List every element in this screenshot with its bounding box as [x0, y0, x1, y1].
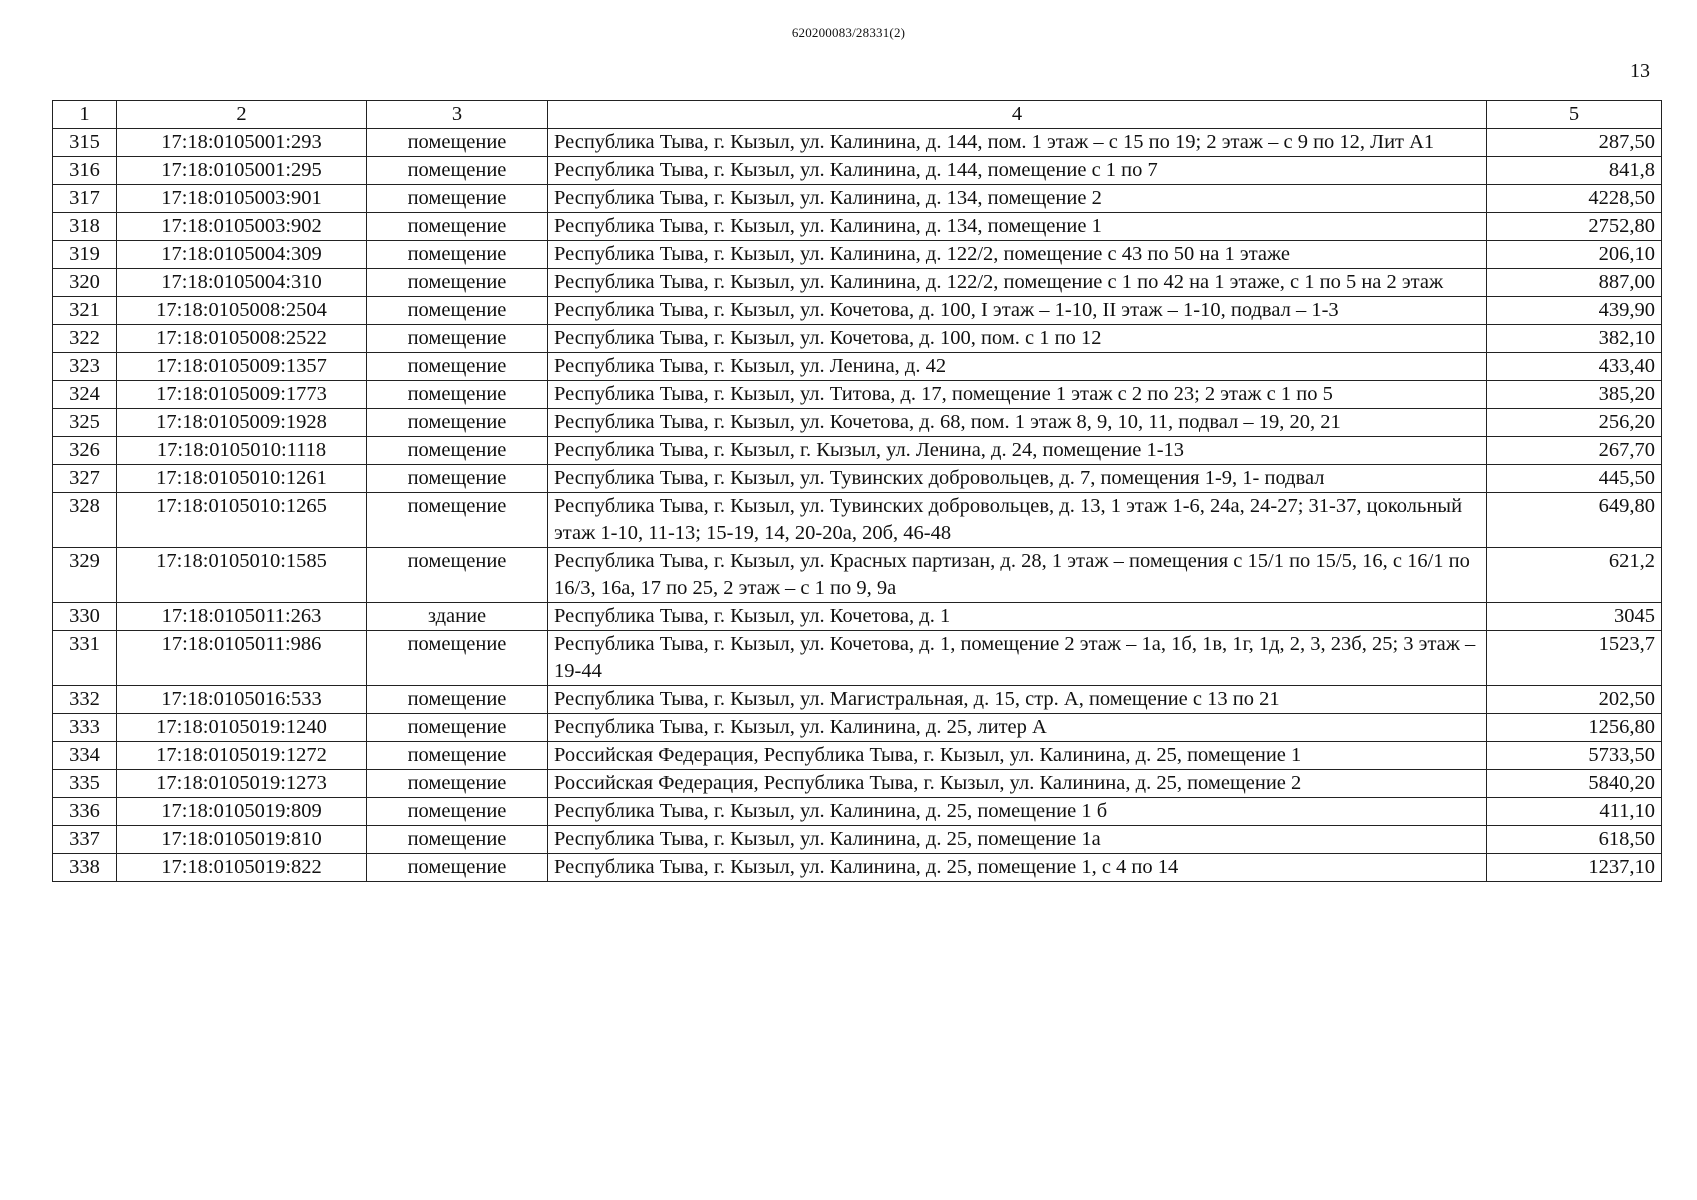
area-cell: 445,50 — [1487, 465, 1662, 493]
cadastral-number-cell: 17:18:0105011:986 — [117, 631, 367, 686]
table-row — [53, 686, 1662, 714]
area-cell: 439,90 — [1487, 297, 1662, 325]
table-header — [53, 101, 1662, 129]
object-type-cell: помещение — [367, 826, 548, 854]
address-cell: Республика Тыва, г. Кызыл, ул. Калинина, д. 134, помещение 2 — [548, 185, 1487, 213]
area-cell: 649,80 — [1487, 493, 1662, 548]
area-cell: 1256,80 — [1487, 714, 1662, 742]
column-header-4: 4 — [548, 101, 1487, 129]
object-type-cell: здание — [367, 603, 548, 631]
address-cell: Республика Тыва, г. Кызыл, ул. Калинина, д. 25, литер А — [548, 714, 1487, 742]
row-number-cell: 326 — [53, 437, 117, 465]
table-row — [53, 854, 1662, 882]
cadastral-number-cell: 17:18:0105004:309 — [117, 241, 367, 269]
row-number-cell: 325 — [53, 409, 117, 437]
cadastral-number-cell: 17:18:0105010:1265 — [117, 493, 367, 548]
object-type-cell: помещение — [367, 241, 548, 269]
row-number-cell: 318 — [53, 213, 117, 241]
object-type-cell: помещение — [367, 157, 548, 185]
object-type-cell: помещение — [367, 381, 548, 409]
object-type-cell: помещение — [367, 742, 548, 770]
cadastral-number-cell: 17:18:0105019:810 — [117, 826, 367, 854]
address-cell: Республика Тыва, г. Кызыл, ул. Титова, д. 17, помещение 1 этаж с 2 по 23; 2 этаж с 1 по 5 — [548, 381, 1487, 409]
object-type-cell: помещение — [367, 798, 548, 826]
area-cell: 1523,7 — [1487, 631, 1662, 686]
cadastral-number-cell: 17:18:0105009:1773 — [117, 381, 367, 409]
object-type-cell: помещение — [367, 297, 548, 325]
row-number-cell: 321 — [53, 297, 117, 325]
area-cell: 385,20 — [1487, 381, 1662, 409]
address-cell: Республика Тыва, г. Кызыл, ул. Кочетова, д. 100, пом. с 1 по 12 — [548, 325, 1487, 353]
area-cell: 411,10 — [1487, 798, 1662, 826]
cadastral-number-cell: 17:18:0105010:1585 — [117, 548, 367, 603]
column-header-5: 5 — [1487, 101, 1662, 129]
area-cell: 5840,20 — [1487, 770, 1662, 798]
table-row — [53, 129, 1662, 157]
area-cell: 382,10 — [1487, 325, 1662, 353]
area-cell: 3045 — [1487, 603, 1662, 631]
address-cell: Республика Тыва, г. Кызыл, ул. Калинина, д. 144, помещение с 1 по 7 — [548, 157, 1487, 185]
document-number: 620200083/28331(2) — [791, 25, 906, 40]
table-row — [53, 269, 1662, 297]
table-row — [53, 409, 1662, 437]
table-row — [53, 548, 1662, 603]
table-row — [53, 770, 1662, 798]
address-cell: Республика Тыва, г. Кызыл, ул. Тувинских добровольцев, д. 7, помещения 1-9, 1- подвал — [548, 465, 1487, 493]
page-number: 13 — [1630, 60, 1650, 82]
table-row — [53, 297, 1662, 325]
address-cell: Республика Тыва, г. Кызыл, ул. Калинина, д. 134, помещение 1 — [548, 213, 1487, 241]
address-cell: Республика Тыва, г. Кызыл, ул. Калинина, д. 25, помещение 1 б — [548, 798, 1487, 826]
object-type-cell: помещение — [367, 686, 548, 714]
object-type-cell: помещение — [367, 854, 548, 882]
table-row — [53, 826, 1662, 854]
row-number-cell: 315 — [53, 129, 117, 157]
row-number-cell: 333 — [53, 714, 117, 742]
address-cell: Республика Тыва, г. Кызыл, ул. Калинина, д. 122/2, помещение с 1 по 42 на 1 этаже, с 1 по 5 на 2 этаж — [548, 269, 1487, 297]
table-row — [53, 603, 1662, 631]
area-cell: 841,8 — [1487, 157, 1662, 185]
cadastral-number-cell: 17:18:0105003:902 — [117, 213, 367, 241]
table-row — [53, 213, 1662, 241]
table-body — [53, 129, 1662, 882]
address-cell: Республика Тыва, г. Кызыл, ул. Ленина, д. 42 — [548, 353, 1487, 381]
cadastral-number-cell: 17:18:0105016:533 — [117, 686, 367, 714]
address-cell: Республика Тыва, г. Кызыл, ул. Калинина, д. 122/2, помещение с 43 по 50 на 1 этаже — [548, 241, 1487, 269]
object-type-cell: помещение — [367, 714, 548, 742]
area-cell: 256,20 — [1487, 409, 1662, 437]
cadastral-number-cell: 17:18:0105011:263 — [117, 603, 367, 631]
row-number-cell: 324 — [53, 381, 117, 409]
object-type-cell: помещение — [367, 465, 548, 493]
object-type-cell: помещение — [367, 437, 548, 465]
row-number-cell: 337 — [53, 826, 117, 854]
table-row — [53, 714, 1662, 742]
row-number-cell: 322 — [53, 325, 117, 353]
property-table — [52, 100, 1662, 882]
table-row — [53, 325, 1662, 353]
table-row — [53, 798, 1662, 826]
area-cell: 433,40 — [1487, 353, 1662, 381]
object-type-cell: помещение — [367, 548, 548, 603]
area-cell: 1237,10 — [1487, 854, 1662, 882]
cadastral-number-cell: 17:18:0105001:295 — [117, 157, 367, 185]
area-cell: 621,2 — [1487, 548, 1662, 603]
row-number-cell: 331 — [53, 631, 117, 686]
address-cell: Республика Тыва, г. Кызыл, ул. Тувинских добровольцев, д. 13, 1 этаж 1-6, 24а, 24-27; 31-37, цокольный этаж 1-10, 11-13; 15-19, 14, 20-20а, 20б, 46-48 — [548, 493, 1487, 548]
table-row — [53, 631, 1662, 686]
address-cell: Республика Тыва, г. Кызыл, г. Кызыл, ул. Ленина, д. 24, помещение 1-13 — [548, 437, 1487, 465]
cadastral-number-cell: 17:18:0105008:2504 — [117, 297, 367, 325]
address-cell: Республика Тыва, г. Кызыл, ул. Кочетова, д. 1, помещение 2 этаж – 1а, 1б, 1в, 1г, 1д, 2, 3, 23б, 25; 3 этаж – 19-44 — [548, 631, 1487, 686]
column-header-3: 3 — [367, 101, 548, 129]
area-cell: 267,70 — [1487, 437, 1662, 465]
table-row — [53, 437, 1662, 465]
cadastral-number-cell: 17:18:0105004:310 — [117, 269, 367, 297]
area-cell: 202,50 — [1487, 686, 1662, 714]
header-row — [53, 101, 1662, 129]
column-header-1: 1 — [53, 101, 117, 129]
row-number-cell: 323 — [53, 353, 117, 381]
area-cell: 206,10 — [1487, 241, 1662, 269]
row-number-cell: 327 — [53, 465, 117, 493]
row-number-cell: 320 — [53, 269, 117, 297]
row-number-cell: 330 — [53, 603, 117, 631]
cadastral-number-cell: 17:18:0105010:1261 — [117, 465, 367, 493]
cadastral-number-cell: 17:18:0105019:822 — [117, 854, 367, 882]
object-type-cell: помещение — [367, 631, 548, 686]
object-type-cell: помещение — [367, 353, 548, 381]
cadastral-number-cell: 17:18:0105009:1928 — [117, 409, 367, 437]
object-type-cell: помещение — [367, 185, 548, 213]
object-type-cell: помещение — [367, 269, 548, 297]
cadastral-number-cell: 17:18:0105008:2522 — [117, 325, 367, 353]
row-number-cell: 329 — [53, 548, 117, 603]
object-type-cell: помещение — [367, 129, 548, 157]
cadastral-number-cell: 17:18:0105010:1118 — [117, 437, 367, 465]
address-cell: Российская Федерация, Республика Тыва, г. Кызыл, ул. Калинина, д. 25, помещение 1 — [548, 742, 1487, 770]
table-row — [53, 353, 1662, 381]
area-cell: 618,50 — [1487, 826, 1662, 854]
row-number-cell: 316 — [53, 157, 117, 185]
row-number-cell: 332 — [53, 686, 117, 714]
cadastral-number-cell: 17:18:0105009:1357 — [117, 353, 367, 381]
cadastral-number-cell: 17:18:0105019:1240 — [117, 714, 367, 742]
row-number-cell: 319 — [53, 241, 117, 269]
area-cell: 4228,50 — [1487, 185, 1662, 213]
area-cell: 2752,80 — [1487, 213, 1662, 241]
address-cell: Республика Тыва, г. Кызыл, ул. Магистральная, д. 15, стр. А, помещение с 13 по 21 — [548, 686, 1487, 714]
cadastral-number-cell: 17:18:0105019:809 — [117, 798, 367, 826]
row-number-cell: 328 — [53, 493, 117, 548]
object-type-cell: помещение — [367, 770, 548, 798]
address-cell: Республика Тыва, г. Кызыл, ул. Калинина, д. 25, помещение 1, с 4 по 14 — [548, 854, 1487, 882]
address-cell: Республика Тыва, г. Кызыл, ул. Калинина, д. 144, пом. 1 этаж – с 15 по 19; 2 этаж – с 9 по 12, Лит А1 — [548, 129, 1487, 157]
object-type-cell: помещение — [367, 493, 548, 548]
object-type-cell: помещение — [367, 325, 548, 353]
table-row — [53, 493, 1662, 548]
table-row — [53, 742, 1662, 770]
address-cell: Республика Тыва, г. Кызыл, ул. Калинина, д. 25, помещение 1а — [548, 826, 1487, 854]
area-cell: 287,50 — [1487, 129, 1662, 157]
table-row — [53, 241, 1662, 269]
address-cell: Российская Федерация, Республика Тыва, г. Кызыл, ул. Калинина, д. 25, помещение 2 — [548, 770, 1487, 798]
cadastral-number-cell: 17:18:0105019:1273 — [117, 770, 367, 798]
cadastral-number-cell: 17:18:0105003:901 — [117, 185, 367, 213]
area-cell: 887,00 — [1487, 269, 1662, 297]
address-cell: Республика Тыва, г. Кызыл, ул. Кочетова, д. 1 — [548, 603, 1487, 631]
table-row — [53, 381, 1662, 409]
address-cell: Республика Тыва, г. Кызыл, ул. Красных партизан, д. 28, 1 этаж – помещения с 15/1 по 15/5, 16, с 16/1 по 16/3, 16а, 17 по 25, 2 этаж – с 1 по 9, 9а — [548, 548, 1487, 603]
table-row — [53, 157, 1662, 185]
row-number-cell: 335 — [53, 770, 117, 798]
row-number-cell: 317 — [53, 185, 117, 213]
cadastral-number-cell: 17:18:0105001:293 — [117, 129, 367, 157]
object-type-cell: помещение — [367, 213, 548, 241]
column-header-2: 2 — [117, 101, 367, 129]
table-row — [53, 185, 1662, 213]
object-type-cell: помещение — [367, 409, 548, 437]
area-cell: 5733,50 — [1487, 742, 1662, 770]
address-cell: Республика Тыва, г. Кызыл, ул. Кочетова, д. 68, пом. 1 этаж 8, 9, 10, 11, подвал – 19, 20, 21 — [548, 409, 1487, 437]
row-number-cell: 338 — [53, 854, 117, 882]
row-number-cell: 334 — [53, 742, 117, 770]
row-number-cell: 336 — [53, 798, 117, 826]
cadastral-number-cell: 17:18:0105019:1272 — [117, 742, 367, 770]
address-cell: Республика Тыва, г. Кызыл, ул. Кочетова, д. 100, I этаж – 1-10, II этаж – 1-10, подвал – 1-3 — [548, 297, 1487, 325]
table-row — [53, 465, 1662, 493]
